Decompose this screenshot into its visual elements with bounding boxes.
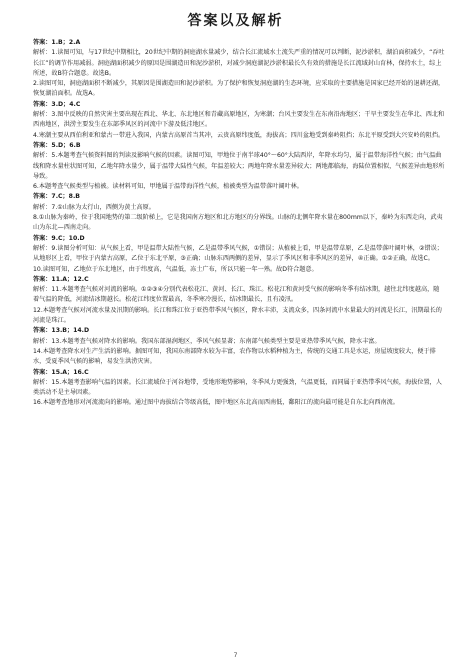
- answer-key-line: 答案：9.C；10.D: [33, 234, 85, 242]
- answer-key-line: 答案：1.B；2.A: [33, 39, 81, 46]
- explanation-paragraph: 12.本题考查气候对河流水量及汛期的影响。长江和珠江位于亚热带季风气候区，降水丰沛，支流众多，四条河流中水量最大的河流是长江，汛期最长的河流是珠江。: [33, 306, 442, 325]
- answer-key-line: 答案：13.B；14.D: [33, 327, 90, 335]
- explanation-paragraph: 10.读图可知，乙地位于东北地区，由于纬度高，气温低，冻土广布，所以只能一年一熟。故D符合题意。: [33, 265, 318, 273]
- answer-key-line: 答案：3.D；4.C: [33, 100, 81, 108]
- explanation-paragraph: 解析：1.读图可知，与17世纪中期相比，20世纪中期的洞庭湖水量减少，结合长江流域水土流失严重的情况可以判断，泥沙淤积，湖泊面积减少，“吞吐长江”的调节作用减弱。洞庭湖面积减少的原因是围湖造田和泥沙淤积，对减少洞庭湖泥沙淤积最长久有效的措施是长江流域封山育林，保持水土，综上所述，故B符合题意。故选B。: [33, 49, 445, 77]
- answer-key-line: 答案：15.A；16.C: [33, 368, 89, 376]
- explanation-paragraph: 解析：9.读图分析可知：从气候上看，甲是温带大陆性气候，乙是温带季风气候，①错误；从植被上看，甲是温带草原，乙是温带落叶阔叶林，②错误；从地形区上看，甲位于内蒙古高原，乙位于东北平原，③正确；山脉东西两侧的差异，显示了季风区和非季风区的差异，④正确。①②正确，故选C。: [33, 244, 443, 263]
- page-title: 答案以及解析: [187, 13, 284, 29]
- explanation-paragraph: 解析：15.本题考查影响气温的因素。长江流域位于河谷地带，受地形地势影响，冬季风力更强劲，气温更低，而同属于亚热带季风气候，海拔位置，人类活动不是主导因素。: [33, 378, 442, 397]
- explanation-paragraph: 解析：11.本题考查气候对河流的影响。①②③④分别代表松花江、黄河、长江、珠江。松花江和黄河受气候的影响冬季有结冰期，越往北纬度越高，随着气温的降低，河流结冰期越长。松花江纬度位置最高，冬季寒冷漫长，结冰期最长，且有凌汛。: [33, 286, 440, 304]
- explanation-paragraph: 解析：7.①山脉为太行山，西侧为黄土高原。: [33, 203, 155, 211]
- explanation-paragraph: 16.本题考查地形对河流流向的影响。通过图中海拔结合等级高低，图中地区东北高而西南低，鄱阳江的流向最可能是自东北向西南流。: [33, 399, 399, 407]
- answer-key-line: 答案：5.D；6.B: [33, 141, 81, 149]
- answer-key-line: 答案：11.A；12.C: [33, 275, 89, 283]
- explanation-paragraph: 解析：5.本题考查气候资料图的判读及影响气候的因素。读图可知，甲地位于南半球40°～60°大陆西岸，年降水均匀，属于温带海洋性气候；由气温曲线和降水量柱状图可知，乙地年降水量少，属于温带大陆性气候，年温差较大；两地年降水量差异较大；两地都临海，海陆位置相似，气候差异由地形所导致。: [33, 152, 445, 180]
- explanation-paragraph: 解析：3.图中反映的自然灾害主要出现在西北、华北、东北地区和青藏高原地区，为寒潮；台风主要发生在东南沿海地区；干旱主要发生在华北、西北和西南地区，洪涝主要发生在东部季风区的河流中下游及低洼地区。: [33, 111, 445, 129]
- explanation-paragraph: 解析：13.本题考查气候对降水的影响。我国东部湿润地区，季风气候显著；东南部气候类型主要是亚热带季风气候，降水丰富。: [33, 337, 381, 345]
- explanation-paragraph: 8.①山脉为秦岭，位于我国地势的第二级阶梯上，它是我国南方地区和北方地区的分界线。山脉的北侧年降水量在800mm以下，秦岭为东西走向，武夷山为东北—西南走向。: [33, 214, 443, 232]
- explanation-paragraph: 2.读图可知，洞庭湖面积不断减少，其原因是围湖造田和泥沙淤积。为了保护和恢复洞庭湖的生态环境，应采取的主要措施是国家已经开始的退耕还湖，恢复湖泊面积。故选A。: [33, 80, 445, 98]
- explanation-paragraph: 6.本题考查气候类型与植被。读材料可知，甲地属于温带海洋性气候，植被类型为温带落叶阔叶林。: [33, 183, 303, 191]
- page-number: 7: [233, 652, 238, 659]
- explanation-paragraph: 14.本题考查降水对生产生活的影响。据图可知，我国东南部降水较为丰富，农作物以水稻种植为主，传统的交通工具是水运，房屋坡度较大，便于排水，受夏季风气候的影响，易发生洪涝灾害。: [33, 347, 436, 366]
- answer-key-line: 答案：7.C；8.B: [33, 193, 80, 201]
- answer-explanation-body: [33, 38, 445, 409]
- explanation-paragraph: 4.寒潮主要从西伯利亚和蒙古一带进入我国，内蒙古高原首当其冲，云贵高原纬度低，海拔高；四川盆地受到秦岭阻挡；东北平原受到大兴安岭的阻挡。: [33, 131, 445, 139]
